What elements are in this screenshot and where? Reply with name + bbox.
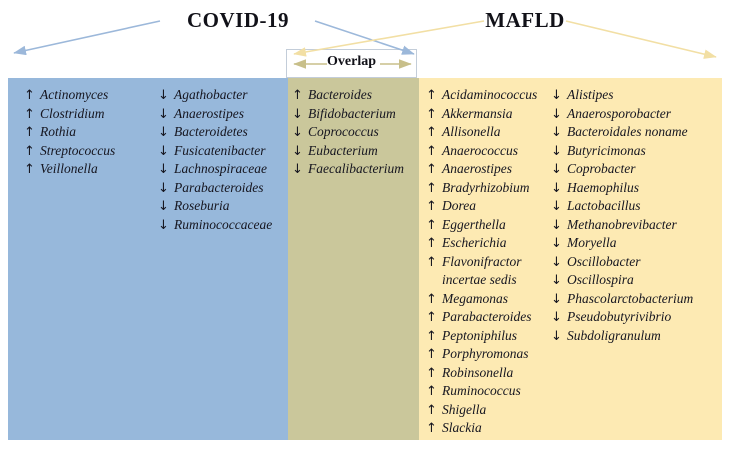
taxon-row [551, 160, 693, 179]
overlap-label: Overlap [327, 54, 376, 69]
down-arrow-icon: ↓ [551, 199, 562, 214]
taxon-name: Ruminococcaceae [174, 216, 273, 232]
down-arrow-icon: ↓ [551, 180, 562, 196]
taxon-name: Peptoniphilus [442, 327, 517, 343]
taxon-row [551, 179, 693, 198]
taxon-row [292, 142, 404, 161]
taxon-row-continuation [426, 271, 537, 290]
taxon-row [24, 160, 115, 179]
down-arrow-icon: ↓ [158, 217, 169, 233]
taxon-name: Bifidobacterium [308, 105, 396, 121]
up-arrow-icon: ↑ [426, 328, 437, 344]
down-arrow-icon: ↓ [158, 199, 169, 214]
taxon-name: Ruminococcus [442, 383, 521, 398]
taxon-name: Anaerococcus [442, 142, 518, 158]
taxon-row [292, 105, 404, 124]
down-arrow-icon: ↓ [551, 236, 562, 251]
taxon-row [551, 142, 693, 161]
mafld-increased-list [426, 86, 537, 438]
taxon-row [426, 105, 537, 124]
down-arrow-icon: ↓ [158, 106, 169, 122]
taxon-name: Eubacterium [308, 142, 378, 158]
covid-decreased-list [158, 86, 272, 234]
taxon-name: Subdoligranulum [567, 327, 661, 343]
taxon-name: Anaerostipes [442, 161, 512, 176]
down-arrow-icon: ↓ [158, 88, 169, 103]
taxon-name: Streptococcus [40, 142, 116, 158]
taxon-row [551, 234, 693, 253]
taxon-row [292, 123, 404, 142]
taxon-row [426, 86, 537, 105]
taxon-name: Anaerostipes [174, 105, 244, 121]
mafld-decreased-list [551, 86, 693, 345]
mafld-title: MAFLD [485, 8, 565, 32]
taxon-row [426, 419, 537, 438]
up-arrow-icon: ↑ [426, 217, 437, 233]
taxon-row [158, 105, 272, 124]
taxon-row [292, 160, 404, 179]
taxon-name: Slackia [442, 420, 482, 435]
up-arrow-icon: ↑ [426, 162, 437, 177]
down-arrow-icon: ↓ [551, 106, 562, 122]
taxon-row [426, 197, 537, 216]
overlap-list [292, 86, 404, 179]
taxon-name: Eggerthella [442, 216, 506, 232]
down-arrow-icon: ↓ [551, 143, 562, 159]
taxon-row [426, 327, 537, 346]
up-arrow-icon: ↑ [426, 347, 437, 362]
taxon-row [24, 105, 115, 124]
taxon-name: Bacteroidales noname [567, 124, 688, 139]
down-arrow-icon: ↓ [292, 106, 303, 122]
taxon-name: Agathobacter [174, 87, 248, 102]
taxon-name: Oscillospira [567, 272, 634, 287]
up-arrow-icon: ↑ [426, 143, 437, 159]
taxon-name: Pseudobutyrivibrio [567, 309, 672, 324]
taxon-row [551, 253, 693, 272]
taxon-row [426, 290, 537, 309]
taxon-row [426, 216, 537, 235]
taxon-name: Allisonella [442, 124, 501, 139]
down-arrow-icon: ↓ [551, 125, 562, 140]
taxon-row [158, 142, 272, 161]
down-arrow-icon: ↓ [158, 180, 169, 196]
up-arrow-icon: ↑ [24, 88, 35, 103]
down-arrow-icon: ↓ [551, 291, 562, 307]
taxon-row [426, 308, 537, 327]
taxon-name: Alistipes [567, 87, 614, 102]
taxon-name: Lactobacillus [567, 198, 641, 213]
covid-left-connector-line [14, 21, 160, 53]
taxon-name: Coprobacter [567, 161, 636, 176]
up-arrow-icon: ↑ [426, 199, 437, 214]
taxon-row [426, 382, 537, 401]
up-arrow-icon: ↑ [426, 180, 437, 196]
taxon-row [158, 86, 272, 105]
taxon-row [551, 197, 693, 216]
taxon-name: incertae sedis [442, 272, 517, 287]
taxon-name: Megamonas [442, 290, 508, 306]
down-arrow-icon: ↓ [158, 162, 169, 177]
taxon-name: Methanobrevibacter [567, 216, 677, 232]
taxon-name: Bacteroides [308, 87, 372, 102]
down-arrow-icon: ↓ [551, 162, 562, 177]
taxon-row [426, 234, 537, 253]
taxon-row [24, 142, 115, 161]
up-arrow-icon: ↑ [426, 106, 437, 122]
down-arrow-icon: ↓ [292, 143, 303, 159]
taxon-row [158, 160, 272, 179]
taxon-name: Parabacteroides [174, 179, 264, 195]
up-arrow-icon: ↑ [426, 125, 437, 140]
taxon-name: Butyricimonas [567, 142, 646, 158]
up-arrow-icon: ↑ [24, 143, 35, 159]
taxon-name: Clostridium [40, 105, 105, 121]
taxon-row [426, 179, 537, 198]
taxon-name: Shigella [442, 401, 487, 417]
taxon-row [551, 271, 693, 290]
taxon-name: Anaerosporobacter [567, 105, 671, 121]
down-arrow-icon: ↓ [551, 328, 562, 344]
up-arrow-icon: ↑ [426, 421, 437, 436]
taxon-name: Acidaminococcus [442, 87, 538, 102]
up-arrow-icon: ↑ [426, 88, 437, 103]
taxon-row [292, 86, 404, 105]
overlap-box [286, 49, 417, 78]
up-arrow-icon: ↑ [292, 88, 303, 103]
taxon-row [426, 123, 537, 142]
up-arrow-icon: ↑ [24, 162, 35, 177]
down-arrow-icon: ↓ [158, 125, 169, 140]
taxon-row [551, 216, 693, 235]
taxon-name: Porphyromonas [442, 346, 529, 361]
up-arrow-icon: ↑ [426, 384, 437, 399]
taxon-row [426, 142, 537, 161]
taxon-row [426, 160, 537, 179]
down-arrow-icon: ↓ [551, 217, 562, 233]
taxon-row [426, 364, 537, 383]
taxon-name: Phascolarctobacterium [567, 290, 694, 306]
taxon-row [158, 179, 272, 198]
taxon-name: Rothia [40, 124, 76, 139]
taxon-name: Oscillobacter [567, 253, 641, 269]
taxon-name: Parabacteroides [442, 309, 532, 324]
taxon-name: Escherichia [442, 235, 507, 250]
up-arrow-icon: ↑ [426, 291, 437, 307]
taxon-row [158, 123, 272, 142]
taxon-row [158, 197, 272, 216]
up-arrow-icon: ↑ [426, 310, 437, 325]
down-arrow-icon: ↓ [551, 254, 562, 270]
taxon-name: Dorea [442, 198, 476, 213]
down-arrow-icon: ↓ [292, 162, 303, 177]
up-arrow-icon: ↑ [426, 236, 437, 251]
taxon-name: Akkermansia [442, 105, 513, 121]
taxon-row [551, 123, 693, 142]
taxon-row [551, 308, 693, 327]
taxon-name: Robinsonella [442, 364, 514, 380]
taxon-name: Haemophilus [567, 179, 639, 195]
up-arrow-icon: ↑ [24, 125, 35, 140]
taxon-name: Coprococcus [308, 124, 379, 139]
taxon-row [24, 123, 115, 142]
covid-title: COVID-19 [187, 8, 289, 32]
taxon-row [24, 86, 115, 105]
taxon-name: Flavonifractor [442, 253, 522, 269]
taxon-row [551, 105, 693, 124]
taxon-name: Bradyrhizobium [442, 179, 530, 195]
taxon-row [158, 216, 272, 235]
taxon-row [426, 401, 537, 420]
down-arrow-icon: ↓ [551, 88, 562, 103]
taxon-name: Fusicatenibacter [174, 142, 266, 158]
up-arrow-icon: ↑ [24, 106, 35, 122]
down-arrow-icon: ↓ [551, 310, 562, 325]
taxon-name: Lachnospiraceae [174, 161, 267, 176]
down-arrow-icon: ↓ [551, 273, 562, 288]
taxon-name: Veillonella [40, 161, 98, 176]
down-arrow-icon: ↓ [292, 125, 303, 140]
taxon-name: Bacteroidetes [174, 124, 248, 139]
taxon-row [551, 86, 693, 105]
taxon-row [551, 290, 693, 309]
taxon-name: Moryella [567, 235, 617, 250]
taxon-name: Actinomyces [40, 87, 109, 102]
covid-increased-list [24, 86, 115, 179]
taxon-row [551, 327, 693, 346]
down-arrow-icon: ↓ [158, 143, 169, 159]
up-arrow-icon: ↑ [426, 254, 437, 270]
taxon-row [426, 253, 537, 272]
taxon-name: Roseburia [174, 198, 230, 213]
taxon-name: Faecalibacterium [308, 161, 404, 176]
up-arrow-icon: ↑ [426, 365, 437, 381]
taxon-row [426, 345, 537, 364]
up-arrow-icon: ↑ [426, 402, 437, 418]
